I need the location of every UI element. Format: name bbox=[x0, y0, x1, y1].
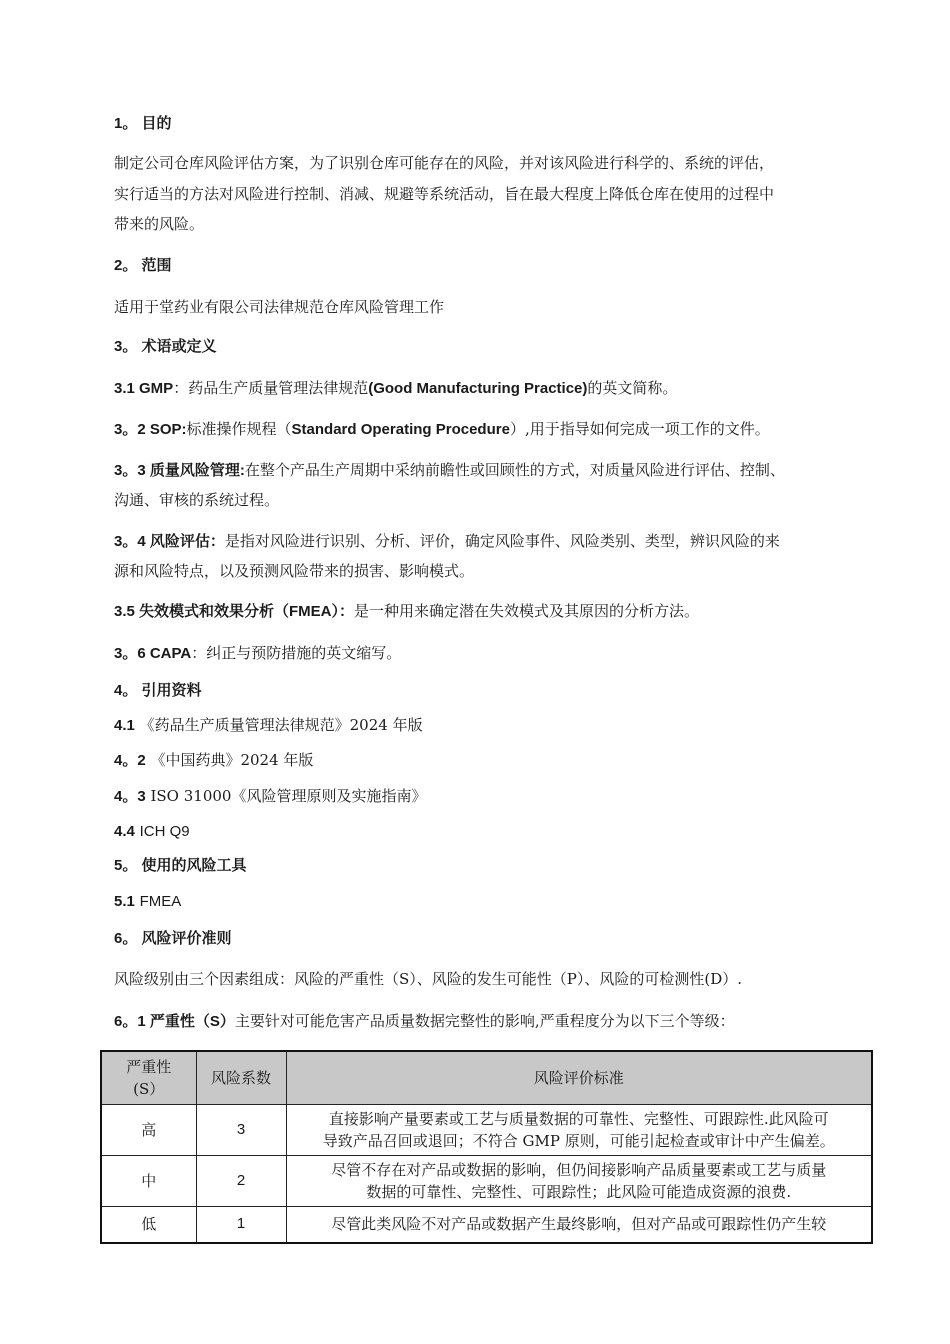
section-2-text: 适用于堂药业有限公司法律规范仓库风险管理工作 bbox=[114, 298, 445, 316]
definition-3-6 bbox=[114, 643, 401, 664]
table-header-row bbox=[101, 1051, 872, 1105]
definition-3-1-text: ：药品生产质量管理法律规范 bbox=[173, 379, 369, 397]
risk-coefficient: 2 bbox=[196, 1156, 286, 1207]
definition-3-4 bbox=[114, 531, 780, 552]
definition-3-1-en: (Good Manufacturing Practice) bbox=[368, 380, 588, 397]
reference-number: 4.1 bbox=[114, 717, 135, 734]
criteria-line-1: 尽管此类风险不对产品或数据产生最终影响，但对产品或可跟踪性仍产生较 bbox=[331, 1215, 827, 1234]
reference-text: ICH Q9 bbox=[139, 823, 190, 840]
reference-number: 4.4 bbox=[114, 823, 135, 840]
table-row bbox=[101, 1207, 872, 1243]
subsection-6-1 bbox=[114, 1011, 735, 1032]
definition-3-3-label: 3。3 质量风险管理: bbox=[114, 462, 245, 479]
header-severity bbox=[101, 1051, 196, 1105]
criteria-cell bbox=[286, 1156, 872, 1207]
definition-3-4-label: 3。4 风险评估： bbox=[114, 533, 225, 550]
definition-3-1 bbox=[114, 378, 677, 399]
criteria-cell bbox=[286, 1207, 872, 1243]
definition-3-1-tail: 的英文简称。 bbox=[587, 379, 678, 397]
reference-item bbox=[114, 821, 190, 842]
definition-3-1-label: 3.1 GMP bbox=[114, 380, 174, 397]
table-row bbox=[101, 1105, 872, 1156]
definition-3-3-line-2: 沟通、审核的系统过程。 bbox=[114, 491, 280, 509]
definition-3-2-en: Standard Operating Procedure bbox=[291, 421, 510, 438]
subsection-6-1-label: 6。1 严重性（S） bbox=[114, 1013, 235, 1030]
severity-level: 低 bbox=[101, 1207, 196, 1243]
header-severity-line-1: 严重性 bbox=[126, 1058, 172, 1076]
severity-level: 高 bbox=[101, 1105, 196, 1156]
definition-3-5-label: 3.5 失效模式和效果分析（FMEA）： bbox=[114, 603, 355, 620]
definition-3-6-text: ：纠正与预防措施的英文缩写。 bbox=[191, 644, 402, 662]
definition-3-4-line-2: 源和风险特点，以及预测风险带来的损害、影响模式。 bbox=[114, 562, 475, 580]
reference-text: 《中国药典》2024 年版 bbox=[150, 751, 314, 769]
definition-3-2-tail: ）,用于指导如何完成一项工作的文件。 bbox=[509, 420, 770, 438]
header-severity-line-2: (S） bbox=[133, 1080, 165, 1098]
subsection-6-1-text: 主要针对可能危害产品质量数据完整性的影响,严重程度分为以下三个等级： bbox=[234, 1012, 735, 1030]
section-6-title: 6。 风险评价准则 bbox=[114, 930, 232, 947]
section-5-title: 5。 使用的风险工具 bbox=[114, 857, 247, 874]
definition-3-2 bbox=[114, 419, 770, 440]
section-2-title: 2。 范围 bbox=[114, 257, 172, 274]
definition-3-2-label: 3。2 SOP: bbox=[114, 421, 187, 438]
tool-number: 5.1 bbox=[114, 893, 135, 910]
criteria-cell bbox=[286, 1105, 872, 1156]
criteria-line-1: 直接影响产量要素或工艺与质量数据的可靠性、完整性、可跟踪性.此风险可 bbox=[328, 1110, 829, 1128]
table-row bbox=[101, 1156, 872, 1207]
reference-item bbox=[114, 715, 423, 736]
reference-number: 4。3 bbox=[114, 788, 146, 805]
section-6-intro: 风险级别由三个因素组成：风险的严重性（S）、风险的发生可能性（P）、风险的可检测性(D）. bbox=[114, 970, 743, 988]
section-1-line-2: 实行适当的方法对风险进行控制、消减、规避等系统活动，旨在最大程度上降低仓库在使用的过程中 bbox=[114, 185, 775, 203]
header-criteria: 风险评价标准 bbox=[286, 1051, 872, 1105]
definition-3-2-text: 标准操作规程（ bbox=[186, 420, 292, 438]
section-1-title: 1。 目的 bbox=[114, 115, 172, 132]
reference-text: 《药品生产质量管理法律规范》2024 年版 bbox=[139, 716, 423, 734]
header-coefficient: 风险系数 bbox=[196, 1051, 286, 1105]
criteria-line-2: 数据的可靠性、完整性、可跟踪性；此风险可能造成资源的浪费. bbox=[366, 1183, 792, 1201]
reference-item bbox=[114, 786, 426, 807]
severity-table bbox=[100, 1050, 873, 1244]
risk-coefficient: 1 bbox=[196, 1207, 286, 1243]
section-1-line-1: 制定公司仓库风险评估方案，为了识别仓库可能存在的风险，并对该风险进行科学的、系统的评估， bbox=[114, 154, 775, 172]
definition-3-6-label: 3。6 CAPA bbox=[114, 645, 192, 662]
risk-coefficient: 3 bbox=[196, 1105, 286, 1156]
reference-number: 4。2 bbox=[114, 752, 146, 769]
section-4-title: 4。 引用资料 bbox=[114, 682, 202, 699]
definition-3-4-text: 是指对风险进行识别、分析、评价，确定风险事件、风险类别、类型，辨识风险的来 bbox=[224, 532, 780, 550]
section-1-line-3: 带来的风险。 bbox=[114, 215, 205, 233]
criteria-line-2: 导致产品召回或退回；不符合 GMP 原则，可能引起检查或审计中产生偏差。 bbox=[322, 1132, 835, 1150]
reference-item bbox=[114, 750, 313, 771]
definition-3-5 bbox=[114, 601, 699, 622]
criteria-line-1: 尽管不存在对产品或数据的影响，但仍间接影响产品质量要素或工艺与质量 bbox=[331, 1161, 827, 1179]
definition-3-3 bbox=[114, 460, 785, 481]
tool-item bbox=[114, 891, 181, 912]
definition-3-5-text: 是一种用来确定潜在失效模式及其原因的分析方法。 bbox=[354, 602, 700, 620]
reference-text: ISO 31000《风险管理原则及实施指南》 bbox=[150, 787, 427, 805]
definition-3-3-text: 在整个产品生产周期中采纳前瞻性或回顾性的方式，对质量风险进行评估、控制、 bbox=[244, 461, 785, 479]
severity-level: 中 bbox=[101, 1156, 196, 1207]
section-3-title: 3。 术语或定义 bbox=[114, 338, 217, 355]
tool-text: FMEA bbox=[139, 893, 182, 910]
